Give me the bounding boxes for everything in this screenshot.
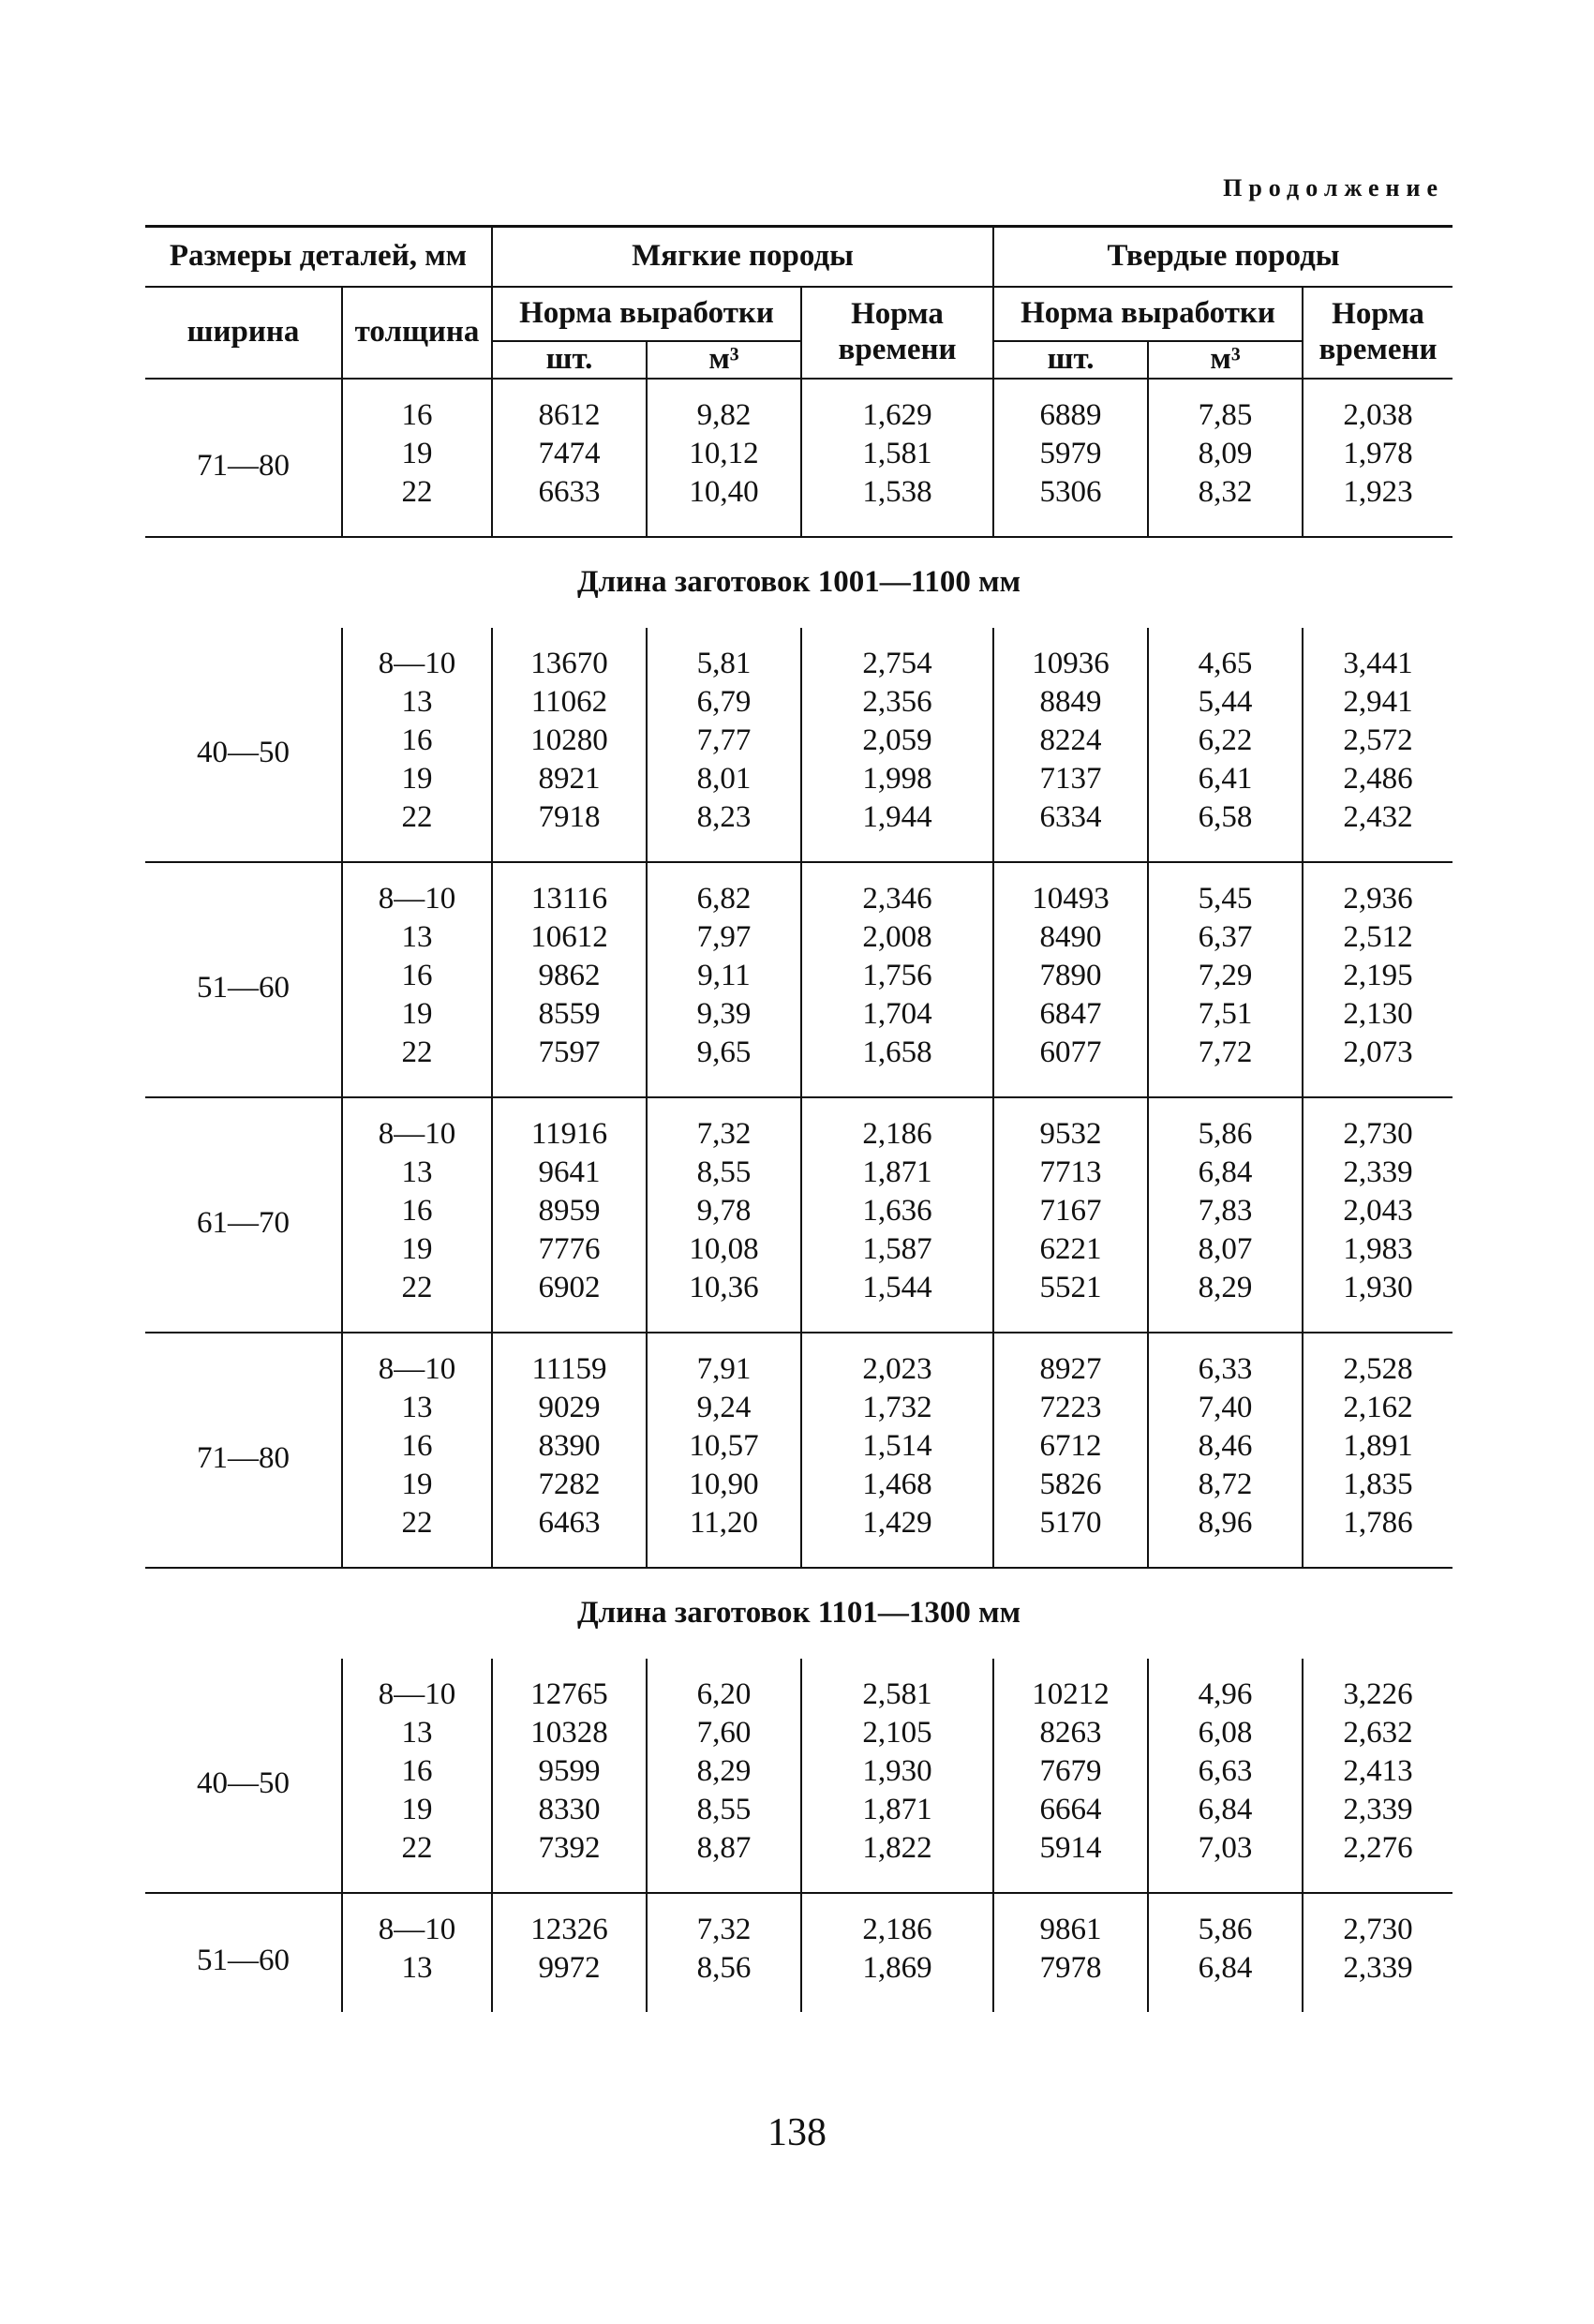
thickness-cell: 13 bbox=[342, 1154, 492, 1192]
hard-pcs-cell: 9532 bbox=[993, 1097, 1148, 1154]
soft-time-cell: 1,658 bbox=[801, 1034, 993, 1097]
page-number: 138 bbox=[767, 2111, 827, 2154]
soft-m3-cell: 7,32 bbox=[647, 1097, 801, 1154]
hard-m3-cell: 4,96 bbox=[1148, 1659, 1303, 1714]
hard-pcs-cell: 6664 bbox=[993, 1791, 1148, 1829]
hard-time-cell: 2,632 bbox=[1303, 1714, 1452, 1752]
thickness-cell: 22 bbox=[342, 473, 492, 537]
hard-time-cell: 2,043 bbox=[1303, 1192, 1452, 1230]
hard-pcs-cell: 8849 bbox=[993, 683, 1148, 722]
continuation-label: Продолжение bbox=[1223, 174, 1444, 201]
norms-table bbox=[145, 225, 1452, 2012]
soft-time-cell: 1,468 bbox=[801, 1466, 993, 1504]
hard-pcs-cell: 10493 bbox=[993, 862, 1148, 918]
hard-time-cell: 2,038 bbox=[1303, 379, 1452, 435]
hard-time-cell: 2,073 bbox=[1303, 1034, 1452, 1097]
soft-m3-cell: 10,57 bbox=[647, 1427, 801, 1466]
soft-time-cell: 1,930 bbox=[801, 1752, 993, 1791]
hard-time-cell: 2,936 bbox=[1303, 862, 1452, 918]
hard-time-cell: 1,930 bbox=[1303, 1269, 1452, 1333]
soft-m3-cell: 8,55 bbox=[647, 1154, 801, 1192]
table-row bbox=[145, 798, 1452, 862]
table-row bbox=[145, 1034, 1452, 1097]
soft-m3-cell: 8,29 bbox=[647, 1752, 801, 1791]
hard-m3-cell: 7,85 bbox=[1148, 379, 1303, 435]
hard-m3-cell: 5,86 bbox=[1148, 1097, 1303, 1154]
soft-time-cell: 1,581 bbox=[801, 435, 993, 473]
thickness-cell: 16 bbox=[342, 957, 492, 995]
hard-m3-cell: 5,86 bbox=[1148, 1893, 1303, 1949]
soft-pcs-cell: 8921 bbox=[492, 760, 647, 798]
width-cell: 61—70 bbox=[145, 1097, 342, 1333]
header-hard-pcs: шт. bbox=[993, 341, 1148, 379]
table-row bbox=[145, 722, 1452, 760]
table-row bbox=[145, 1949, 1452, 2012]
hard-pcs-cell: 9861 bbox=[993, 1893, 1148, 1949]
hard-pcs-cell: 8490 bbox=[993, 918, 1148, 957]
hard-pcs-cell: 8927 bbox=[993, 1333, 1148, 1389]
table-row bbox=[145, 1893, 1452, 1949]
table-row bbox=[145, 379, 1452, 435]
hard-pcs-cell: 5826 bbox=[993, 1466, 1148, 1504]
soft-m3-cell: 11,20 bbox=[647, 1504, 801, 1568]
soft-pcs-cell: 9972 bbox=[492, 1949, 647, 2012]
soft-m3-cell: 8,01 bbox=[647, 760, 801, 798]
hard-time-cell: 2,276 bbox=[1303, 1829, 1452, 1893]
soft-pcs-cell: 8390 bbox=[492, 1427, 647, 1466]
hard-m3-cell: 8,32 bbox=[1148, 473, 1303, 537]
thickness-cell: 19 bbox=[342, 1466, 492, 1504]
table-row bbox=[145, 1427, 1452, 1466]
soft-pcs-cell: 6463 bbox=[492, 1504, 647, 1568]
soft-time-cell: 1,871 bbox=[801, 1791, 993, 1829]
table-body bbox=[145, 379, 1452, 2012]
thickness-cell: 8—10 bbox=[342, 1097, 492, 1154]
hard-time-cell: 2,512 bbox=[1303, 918, 1452, 957]
table-row bbox=[145, 995, 1452, 1034]
soft-pcs-cell: 10328 bbox=[492, 1714, 647, 1752]
header-width: ширина bbox=[145, 287, 342, 379]
header-thickness: толщина bbox=[342, 287, 492, 379]
hard-pcs-cell: 6221 bbox=[993, 1230, 1148, 1269]
hard-time-cell: 1,891 bbox=[1303, 1427, 1452, 1466]
thickness-cell: 8—10 bbox=[342, 1333, 492, 1389]
hard-m3-cell: 6,84 bbox=[1148, 1154, 1303, 1192]
soft-time-cell: 1,871 bbox=[801, 1154, 993, 1192]
hard-pcs-cell: 6847 bbox=[993, 995, 1148, 1034]
table-header bbox=[145, 227, 1452, 379]
soft-pcs-cell: 12326 bbox=[492, 1893, 647, 1949]
table-row bbox=[145, 1269, 1452, 1333]
soft-pcs-cell: 11062 bbox=[492, 683, 647, 722]
hard-m3-cell: 6,84 bbox=[1148, 1949, 1303, 2012]
soft-time-cell: 2,186 bbox=[801, 1097, 993, 1154]
thickness-cell: 19 bbox=[342, 1791, 492, 1829]
hard-pcs-cell: 7223 bbox=[993, 1389, 1148, 1427]
header-hard: Твердые породы bbox=[993, 227, 1452, 288]
hard-m3-cell: 8,09 bbox=[1148, 435, 1303, 473]
soft-time-cell: 2,023 bbox=[801, 1333, 993, 1389]
header-sizes: Размеры деталей, мм bbox=[145, 227, 492, 288]
hard-time-cell: 2,162 bbox=[1303, 1389, 1452, 1427]
soft-pcs-cell: 10612 bbox=[492, 918, 647, 957]
soft-m3-cell: 10,12 bbox=[647, 435, 801, 473]
hard-m3-cell: 6,58 bbox=[1148, 798, 1303, 862]
hard-m3-cell: 6,22 bbox=[1148, 722, 1303, 760]
hard-time-cell: 2,339 bbox=[1303, 1154, 1452, 1192]
soft-time-cell: 1,732 bbox=[801, 1389, 993, 1427]
hard-time-cell: 2,339 bbox=[1303, 1949, 1452, 2012]
hard-m3-cell: 6,63 bbox=[1148, 1752, 1303, 1791]
thickness-cell: 16 bbox=[342, 722, 492, 760]
table-row bbox=[145, 1659, 1452, 1714]
soft-pcs-cell: 8959 bbox=[492, 1192, 647, 1230]
hard-m3-cell: 4,65 bbox=[1148, 628, 1303, 683]
thickness-cell: 13 bbox=[342, 1389, 492, 1427]
width-cell: 71—80 bbox=[197, 448, 290, 483]
hard-time-cell: 1,923 bbox=[1303, 473, 1452, 537]
hard-time-cell: 2,432 bbox=[1303, 798, 1452, 862]
soft-time-cell: 1,998 bbox=[801, 760, 993, 798]
soft-pcs-cell: 11916 bbox=[492, 1097, 647, 1154]
hard-m3-cell: 7,03 bbox=[1148, 1829, 1303, 1893]
hard-time-cell: 1,983 bbox=[1303, 1230, 1452, 1269]
hard-time-cell: 1,786 bbox=[1303, 1504, 1452, 1568]
soft-m3-cell: 6,82 bbox=[647, 862, 801, 918]
thickness-cell: 13 bbox=[342, 918, 492, 957]
soft-pcs-cell: 13670 bbox=[492, 628, 647, 683]
soft-pcs-cell: 7918 bbox=[492, 798, 647, 862]
table-row bbox=[145, 1829, 1452, 1893]
soft-m3-cell: 8,56 bbox=[647, 1949, 801, 2012]
soft-time-cell: 2,059 bbox=[801, 722, 993, 760]
soft-time-cell: 1,704 bbox=[801, 995, 993, 1034]
thickness-cell: 16 bbox=[342, 379, 492, 435]
thickness-cell: 13 bbox=[342, 1714, 492, 1752]
hard-pcs-cell: 5306 bbox=[993, 473, 1148, 537]
hard-m3-cell: 7,72 bbox=[1148, 1034, 1303, 1097]
soft-m3-cell: 7,32 bbox=[647, 1893, 801, 1949]
soft-m3-cell: 9,82 bbox=[647, 379, 801, 435]
soft-pcs-cell: 13116 bbox=[492, 862, 647, 918]
soft-m3-cell: 7,97 bbox=[647, 918, 801, 957]
table-row bbox=[145, 760, 1452, 798]
soft-time-cell: 2,008 bbox=[801, 918, 993, 957]
hard-m3-cell: 6,37 bbox=[1148, 918, 1303, 957]
section-row bbox=[145, 1568, 1452, 1659]
hard-pcs-cell: 5521 bbox=[993, 1269, 1148, 1333]
hard-m3-cell: 7,51 bbox=[1148, 995, 1303, 1034]
soft-pcs-cell: 6902 bbox=[492, 1269, 647, 1333]
soft-time-cell: 1,538 bbox=[801, 473, 993, 537]
hard-time-cell: 1,978 bbox=[1303, 435, 1452, 473]
table-row bbox=[145, 957, 1452, 995]
soft-time-cell: 2,581 bbox=[801, 1659, 993, 1714]
soft-time-cell: 1,587 bbox=[801, 1230, 993, 1269]
soft-time-cell: 1,629 bbox=[801, 379, 993, 435]
section-title: Длина заготовок 1001—1100 мм bbox=[145, 537, 1452, 628]
hard-m3-cell: 6,41 bbox=[1148, 760, 1303, 798]
thickness-cell: 19 bbox=[342, 1230, 492, 1269]
hard-pcs-cell: 6889 bbox=[993, 379, 1148, 435]
soft-time-cell: 1,869 bbox=[801, 1949, 993, 2012]
soft-time-cell: 1,544 bbox=[801, 1269, 993, 1333]
soft-pcs-cell: 8330 bbox=[492, 1791, 647, 1829]
soft-time-cell: 1,944 bbox=[801, 798, 993, 862]
hard-pcs-cell: 7890 bbox=[993, 957, 1148, 995]
header-soft-output: Норма выработки bbox=[492, 287, 801, 341]
hard-m3-cell: 8,07 bbox=[1148, 1230, 1303, 1269]
table-row bbox=[145, 1389, 1452, 1427]
soft-m3-cell: 7,77 bbox=[647, 722, 801, 760]
section-title: Длина заготовок 1101—1300 мм bbox=[145, 1568, 1452, 1659]
soft-m3-cell: 9,24 bbox=[647, 1389, 801, 1427]
soft-m3-cell: 8,23 bbox=[647, 798, 801, 862]
hard-pcs-cell: 5979 bbox=[993, 435, 1148, 473]
soft-pcs-cell: 9862 bbox=[492, 957, 647, 995]
soft-pcs-cell: 6633 bbox=[492, 473, 647, 537]
hard-pcs-cell: 10936 bbox=[993, 628, 1148, 683]
soft-time-cell: 1,822 bbox=[801, 1829, 993, 1893]
hard-m3-cell: 7,29 bbox=[1148, 957, 1303, 995]
hard-time-cell: 3,226 bbox=[1303, 1659, 1452, 1714]
soft-m3-cell: 8,55 bbox=[647, 1791, 801, 1829]
table-row bbox=[145, 1192, 1452, 1230]
hard-m3-cell: 7,40 bbox=[1148, 1389, 1303, 1427]
table-row bbox=[145, 1714, 1452, 1752]
soft-time-cell: 2,754 bbox=[801, 628, 993, 683]
hard-m3-cell: 6,08 bbox=[1148, 1714, 1303, 1752]
soft-pcs-cell: 9599 bbox=[492, 1752, 647, 1791]
soft-pcs-cell: 7392 bbox=[492, 1829, 647, 1893]
hard-pcs-cell: 6334 bbox=[993, 798, 1148, 862]
hard-m3-cell: 6,33 bbox=[1148, 1333, 1303, 1389]
hard-time-cell: 2,486 bbox=[1303, 760, 1452, 798]
soft-pcs-cell: 7597 bbox=[492, 1034, 647, 1097]
soft-m3-cell: 10,08 bbox=[647, 1230, 801, 1269]
width-cell: 40—50 bbox=[197, 1765, 290, 1800]
thickness-cell: 16 bbox=[342, 1752, 492, 1791]
thickness-cell: 8—10 bbox=[342, 1659, 492, 1714]
soft-m3-cell: 9,65 bbox=[647, 1034, 801, 1097]
header-hard-time: Норма времени bbox=[1303, 287, 1452, 379]
thickness-cell: 16 bbox=[342, 1192, 492, 1230]
hard-pcs-cell: 6712 bbox=[993, 1427, 1148, 1466]
hard-time-cell: 2,339 bbox=[1303, 1791, 1452, 1829]
thickness-cell: 8—10 bbox=[342, 1893, 492, 1949]
hard-time-cell: 3,441 bbox=[1303, 628, 1452, 683]
thickness-cell: 13 bbox=[342, 1949, 492, 2012]
soft-m3-cell: 10,36 bbox=[647, 1269, 801, 1333]
thickness-cell: 8—10 bbox=[342, 628, 492, 683]
table-row bbox=[145, 1154, 1452, 1192]
soft-m3-cell: 5,81 bbox=[647, 628, 801, 683]
soft-pcs-cell: 7474 bbox=[492, 435, 647, 473]
soft-m3-cell: 10,90 bbox=[647, 1466, 801, 1504]
hard-time-cell: 2,528 bbox=[1303, 1333, 1452, 1389]
hard-pcs-cell: 5914 bbox=[993, 1829, 1148, 1893]
soft-pcs-cell: 9029 bbox=[492, 1389, 647, 1427]
header-soft-time: Норма времени bbox=[801, 287, 993, 379]
soft-pcs-cell: 8612 bbox=[492, 379, 647, 435]
table-row bbox=[145, 1333, 1452, 1389]
soft-pcs-cell: 12765 bbox=[492, 1659, 647, 1714]
soft-m3-cell: 9,78 bbox=[647, 1192, 801, 1230]
hard-m3-cell: 7,83 bbox=[1148, 1192, 1303, 1230]
width-cell: 51—60 bbox=[145, 862, 342, 1097]
soft-time-cell: 1,514 bbox=[801, 1427, 993, 1466]
hard-pcs-cell: 8263 bbox=[993, 1714, 1148, 1752]
hard-m3-cell: 8,96 bbox=[1148, 1504, 1303, 1568]
header-hard-m3: м³ bbox=[1148, 341, 1303, 379]
thickness-cell: 22 bbox=[342, 798, 492, 862]
table-row bbox=[145, 473, 1452, 537]
soft-m3-cell: 9,39 bbox=[647, 995, 801, 1034]
soft-pcs-cell: 9641 bbox=[492, 1154, 647, 1192]
thickness-cell: 19 bbox=[342, 995, 492, 1034]
hard-m3-cell: 8,46 bbox=[1148, 1427, 1303, 1466]
hard-pcs-cell: 7137 bbox=[993, 760, 1148, 798]
hard-pcs-cell: 7978 bbox=[993, 1949, 1148, 2012]
hard-m3-cell: 5,45 bbox=[1148, 862, 1303, 918]
hard-time-cell: 2,195 bbox=[1303, 957, 1452, 995]
thickness-cell: 22 bbox=[342, 1269, 492, 1333]
soft-time-cell: 2,186 bbox=[801, 1893, 993, 1949]
thickness-cell: 13 bbox=[342, 683, 492, 722]
soft-m3-cell: 7,91 bbox=[647, 1333, 801, 1389]
soft-pcs-cell: 7776 bbox=[492, 1230, 647, 1269]
soft-m3-cell: 6,20 bbox=[647, 1659, 801, 1714]
soft-time-cell: 2,105 bbox=[801, 1714, 993, 1752]
table-row bbox=[145, 683, 1452, 722]
hard-m3-cell: 6,84 bbox=[1148, 1791, 1303, 1829]
thickness-cell: 22 bbox=[342, 1829, 492, 1893]
header-soft-m3: м³ bbox=[647, 341, 801, 379]
hard-time-cell: 2,730 bbox=[1303, 1893, 1452, 1949]
soft-time-cell: 1,636 bbox=[801, 1192, 993, 1230]
soft-m3-cell: 9,11 bbox=[647, 957, 801, 995]
hard-time-cell: 2,572 bbox=[1303, 722, 1452, 760]
soft-time-cell: 2,356 bbox=[801, 683, 993, 722]
table-row bbox=[145, 628, 1452, 683]
header-soft: Мягкие породы bbox=[492, 227, 993, 288]
hard-pcs-cell: 8224 bbox=[993, 722, 1148, 760]
table-row bbox=[145, 435, 1452, 473]
soft-time-cell: 2,346 bbox=[801, 862, 993, 918]
thickness-cell: 8—10 bbox=[342, 862, 492, 918]
table-row bbox=[145, 1097, 1452, 1154]
hard-time-cell: 2,130 bbox=[1303, 995, 1452, 1034]
header-soft-pcs: шт. bbox=[492, 341, 647, 379]
hard-time-cell: 2,730 bbox=[1303, 1097, 1452, 1154]
table-row bbox=[145, 1752, 1452, 1791]
hard-pcs-cell: 10212 bbox=[993, 1659, 1148, 1714]
soft-time-cell: 1,756 bbox=[801, 957, 993, 995]
soft-m3-cell: 8,87 bbox=[647, 1829, 801, 1893]
thickness-cell: 22 bbox=[342, 1504, 492, 1568]
hard-pcs-cell: 6077 bbox=[993, 1034, 1148, 1097]
width-cell: 51—60 bbox=[145, 1893, 342, 2012]
thickness-cell: 22 bbox=[342, 1034, 492, 1097]
hard-time-cell: 2,413 bbox=[1303, 1752, 1452, 1791]
hard-pcs-cell: 7713 bbox=[993, 1154, 1148, 1192]
width-cell: 71—80 bbox=[145, 1333, 342, 1568]
soft-pcs-cell: 10280 bbox=[492, 722, 647, 760]
soft-pcs-cell: 11159 bbox=[492, 1333, 647, 1389]
table-row bbox=[145, 918, 1452, 957]
thickness-cell: 16 bbox=[342, 1427, 492, 1466]
hard-pcs-cell: 7167 bbox=[993, 1192, 1148, 1230]
hard-time-cell: 1,835 bbox=[1303, 1466, 1452, 1504]
table-row bbox=[145, 1230, 1452, 1269]
section-row bbox=[145, 537, 1452, 628]
soft-pcs-cell: 8559 bbox=[492, 995, 647, 1034]
table-row bbox=[145, 1466, 1452, 1504]
table-row bbox=[145, 862, 1452, 918]
hard-m3-cell: 5,44 bbox=[1148, 683, 1303, 722]
soft-m3-cell: 6,79 bbox=[647, 683, 801, 722]
hard-time-cell: 2,941 bbox=[1303, 683, 1452, 722]
hard-m3-cell: 8,72 bbox=[1148, 1466, 1303, 1504]
width-cell: 40—50 bbox=[197, 735, 290, 769]
hard-m3-cell: 8,29 bbox=[1148, 1269, 1303, 1333]
table-row bbox=[145, 1791, 1452, 1829]
thickness-cell: 19 bbox=[342, 760, 492, 798]
table-row bbox=[145, 1504, 1452, 1568]
header-hard-output: Норма выработки bbox=[993, 287, 1303, 341]
soft-m3-cell: 7,60 bbox=[647, 1714, 801, 1752]
soft-m3-cell: 10,40 bbox=[647, 473, 801, 537]
soft-pcs-cell: 7282 bbox=[492, 1466, 647, 1504]
soft-time-cell: 1,429 bbox=[801, 1504, 993, 1568]
hard-pcs-cell: 7679 bbox=[993, 1752, 1148, 1791]
hard-pcs-cell: 5170 bbox=[993, 1504, 1148, 1568]
thickness-cell: 19 bbox=[342, 435, 492, 473]
